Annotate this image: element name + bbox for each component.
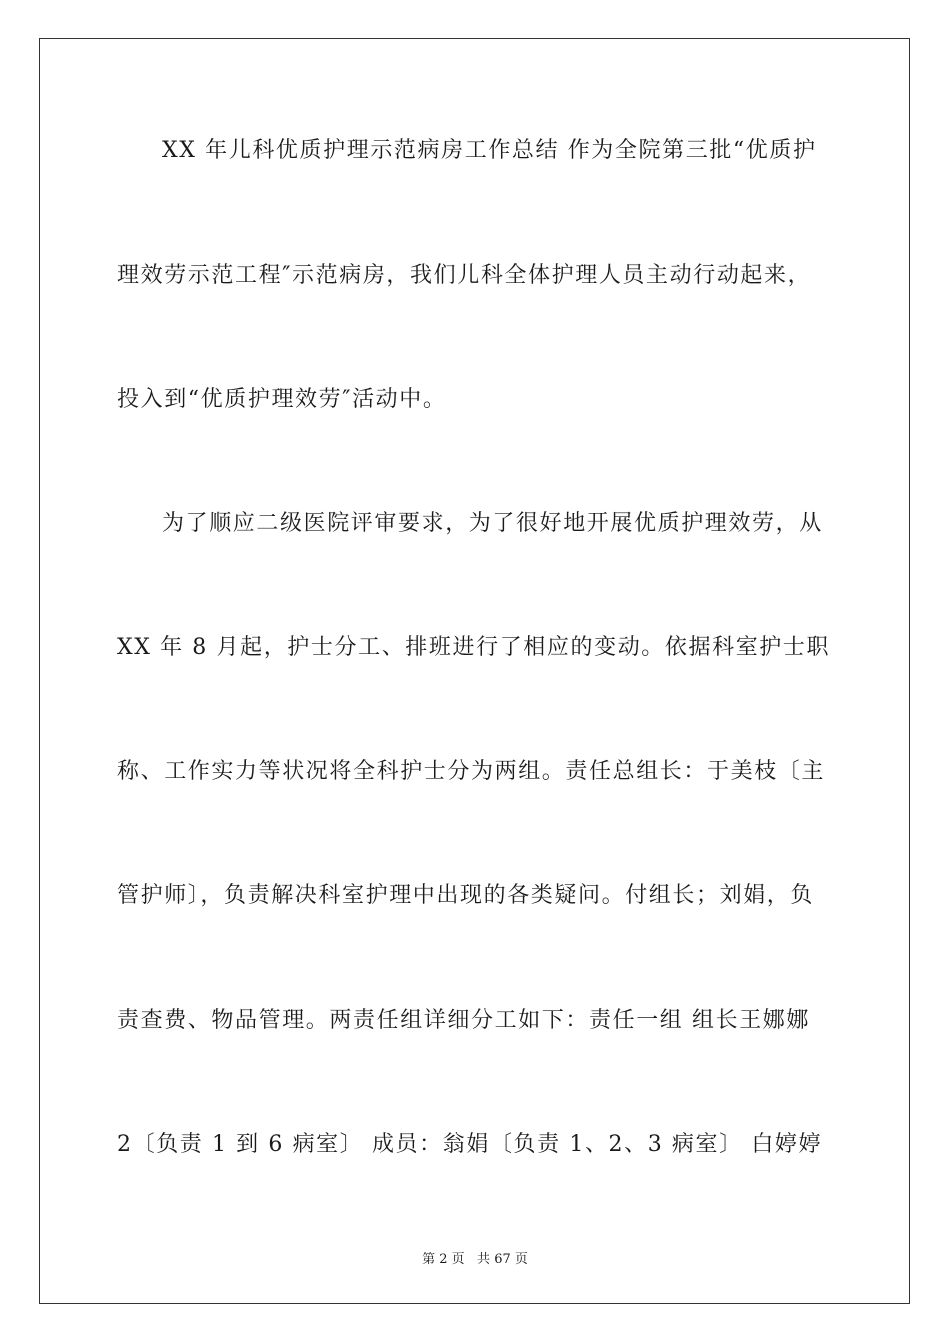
page-number-footer: 第 2 页 共 67 页 [422, 1252, 528, 1267]
paragraph-1-line-1: XX 年儿科优质护理示范病房工作总结 作为全院第三批“优质护 [162, 138, 817, 163]
paragraph-2-line-1: 为了顺应二级医院评审要求，为了很好地开展优质护理效劳，从 [162, 511, 823, 536]
page-border [39, 38, 910, 1304]
paragraph-2-line-3: 称、工作实力等状况将全科护士分为两组。责任总组长：于美枝〔主 [117, 759, 826, 784]
paragraph-2-line-4: 管护师〕，负责解决科室护理中出现的各类疑问。付组长；刘娟，负 [117, 883, 815, 908]
paragraph-1-line-2: 理效劳示范工程″示范病房，我们儿科全体护理人员主动行动起来， [117, 263, 812, 288]
paragraph-1-line-3: 投入到“优质护理效劳″活动中。 [117, 387, 447, 412]
paragraph-2-line-5: 责查费、物品管理。两责任组详细分工如下：责任一组 组长王娜娜 [117, 1008, 810, 1033]
paragraph-2-line-2: XX 年 8 月起，护士分工、排班进行了相应的变动。依据科室护士职 [117, 635, 831, 660]
paragraph-2-line-6: 2〔负责 1 到 6 病室〕 成员：翁娟〔负责 1、2、3 病室〕 白婷婷 [117, 1132, 823, 1157]
